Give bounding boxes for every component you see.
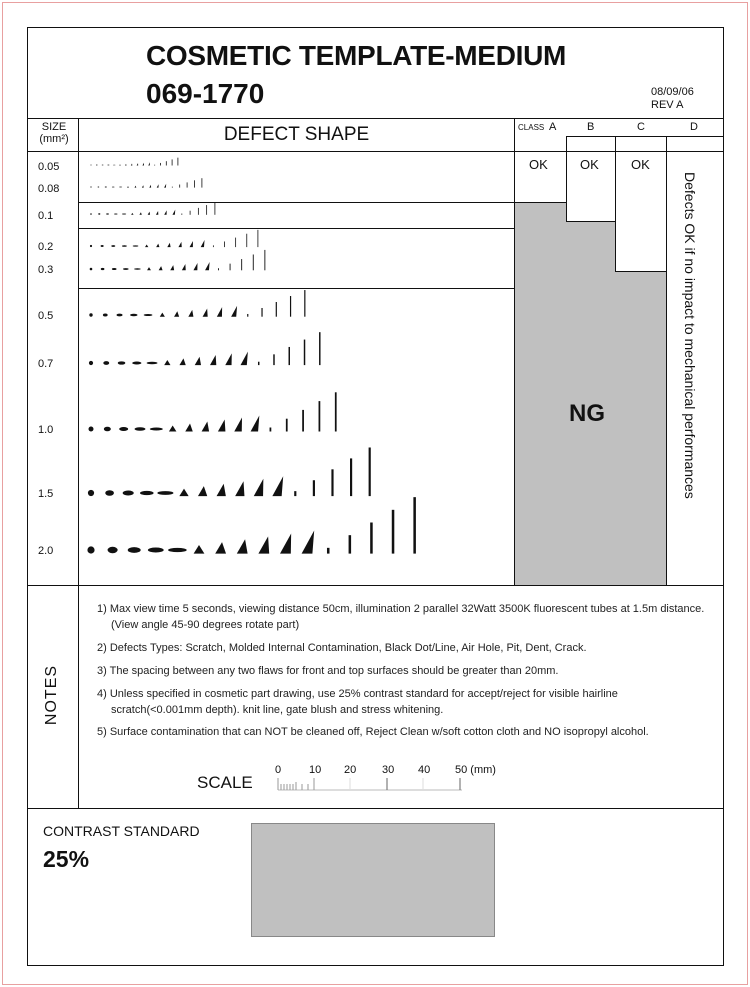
defect-mark xyxy=(258,362,259,365)
defect-mark xyxy=(114,213,118,214)
defect-mark xyxy=(246,234,247,247)
defect-mark xyxy=(241,352,248,365)
defect-mark xyxy=(128,547,141,553)
class-d-note: Defects OK if no impact to mechanical performances xyxy=(682,172,698,499)
defect-mark xyxy=(90,186,91,187)
defect-mark xyxy=(105,490,114,496)
defect-mark xyxy=(116,314,122,317)
defect-mark xyxy=(125,164,127,166)
defect-mark xyxy=(187,182,188,187)
defect-mark xyxy=(264,250,265,270)
note-item xyxy=(97,640,707,656)
defect-mark xyxy=(172,210,175,215)
scale-ruler xyxy=(270,776,470,792)
defect-mark xyxy=(89,427,94,432)
defect-mark xyxy=(217,307,222,317)
defect-mark xyxy=(89,313,92,316)
defect-mark xyxy=(218,268,219,270)
defect-mark xyxy=(254,479,264,496)
defect-mark xyxy=(286,419,288,432)
size-label: 0.08 xyxy=(38,183,60,195)
defect-mark xyxy=(122,245,127,247)
defect-mark xyxy=(193,263,197,270)
note-text: 1) Max view time 5 seconds, viewing distance 50cm, illumination 2 parallel 32Watt 3500K fluorescent tubes at 1.5m distance. (View angle 45-90 degrees rotate part) xyxy=(97,603,705,631)
defect-mark xyxy=(235,238,236,248)
defect-mark xyxy=(167,243,170,247)
defect-mark xyxy=(350,458,352,496)
class-label: CLASS xyxy=(518,123,545,132)
defect-mark xyxy=(101,245,104,247)
defect-mark xyxy=(139,212,141,215)
defect-mark xyxy=(280,533,291,553)
defect-mark xyxy=(181,214,182,215)
defect-mark xyxy=(190,241,193,247)
defect-mark xyxy=(130,314,137,316)
defect-mark xyxy=(98,213,100,214)
defect-mark xyxy=(131,164,133,166)
defect-mark xyxy=(157,491,173,495)
defect-mark xyxy=(90,213,92,215)
scale-tick: 20 xyxy=(344,764,357,776)
defect-mark xyxy=(105,187,107,188)
defect-mark xyxy=(106,213,109,214)
size-label: 0.7 xyxy=(38,358,54,370)
defect-mark xyxy=(202,422,210,432)
defect-mark xyxy=(335,392,337,431)
defect-mark xyxy=(119,427,128,431)
defect-mark xyxy=(96,165,97,166)
contrast-value: 25% xyxy=(43,846,90,872)
defect-mark xyxy=(122,214,126,215)
contrast-swatch xyxy=(251,823,495,937)
defect-mark xyxy=(172,187,173,188)
note-text: 5) Surface contamination that can NOT be cleaned off, Reject Clean w/soft cotton cloth and NO isopropyl alcohol. xyxy=(97,726,649,738)
defect-mark xyxy=(258,536,269,553)
defect-mark xyxy=(149,185,151,188)
defect-mark xyxy=(198,486,207,496)
defect-mark xyxy=(253,254,254,270)
defect-mark xyxy=(170,265,174,270)
defect-mark xyxy=(156,244,159,248)
size-label: 0.5 xyxy=(38,310,54,322)
defect-mark xyxy=(234,418,242,432)
size-label: 0.3 xyxy=(38,264,54,276)
defect-mark xyxy=(302,531,315,554)
defect-mark xyxy=(164,184,166,188)
defect-mark xyxy=(210,355,216,365)
part-number: 069-1770 xyxy=(146,78,265,109)
defect-mark xyxy=(123,491,134,496)
defect-mark xyxy=(148,212,150,215)
defect-mark xyxy=(225,353,232,365)
size-unit: (mm²) xyxy=(39,133,69,145)
defect-mark xyxy=(188,310,193,317)
defect-mark xyxy=(87,546,94,553)
notes-label-text: NOTES xyxy=(43,664,60,726)
defect-mark xyxy=(179,185,180,188)
defect-mark xyxy=(134,268,141,270)
defect-mark xyxy=(276,302,277,317)
defect-mark xyxy=(261,308,262,317)
defect-mark xyxy=(148,547,164,552)
scale-tick: 30 xyxy=(382,764,395,776)
defect-mark xyxy=(108,547,118,553)
size-label: 0.05 xyxy=(38,161,60,173)
defect-mark xyxy=(91,165,92,166)
defect-mark xyxy=(182,264,186,270)
defect-mark xyxy=(103,313,108,316)
size-label: 2.0 xyxy=(38,545,54,557)
scale-tick: 40 xyxy=(418,764,431,776)
defect-mark xyxy=(251,416,260,432)
document-title: COSMETIC TEMPLATE-MEDIUM xyxy=(146,40,567,71)
defect-mark xyxy=(215,202,216,215)
defect-mark xyxy=(154,165,155,166)
defect-mark xyxy=(160,313,165,317)
defect-mark xyxy=(88,490,94,496)
defect-mark xyxy=(218,420,226,432)
defect-mark xyxy=(135,427,146,431)
defect-mark xyxy=(147,362,158,365)
defect-mark xyxy=(230,264,231,271)
defect-mark xyxy=(169,426,177,432)
defect-mark xyxy=(241,259,242,270)
defect-mark xyxy=(194,545,205,554)
class-b-header: B xyxy=(587,121,595,133)
defect-mark xyxy=(190,211,191,215)
defect-mark xyxy=(89,361,93,365)
defect-mark xyxy=(178,158,179,166)
defect-mark xyxy=(235,481,244,496)
defect-mark xyxy=(302,410,304,432)
defect-mark xyxy=(213,245,214,247)
ng-label: NG xyxy=(569,400,605,427)
size-label: 1.5 xyxy=(38,488,54,500)
defect-mark xyxy=(319,401,321,431)
defect-mark xyxy=(98,186,100,187)
note-text: 3) The spacing between any two flaws for front and top surfaces should be greater than 20mm. xyxy=(97,665,559,677)
defect-mark xyxy=(273,354,274,365)
defect-mark xyxy=(179,489,188,496)
defect-mark xyxy=(224,241,225,247)
defect-mark xyxy=(148,162,150,165)
defect-mark xyxy=(349,535,352,553)
defect-mark xyxy=(206,205,207,215)
defect-mark xyxy=(231,306,237,317)
scale-tick: 0 xyxy=(275,764,282,776)
revision: REV A xyxy=(651,99,684,111)
defect-mark xyxy=(90,245,92,247)
defect-mark xyxy=(103,361,109,365)
defect-mark xyxy=(392,510,395,554)
defect-mark xyxy=(111,245,115,247)
note-item xyxy=(97,601,707,633)
defect-mark xyxy=(313,480,315,496)
defect-mark xyxy=(304,340,305,366)
defect-mark xyxy=(137,163,139,165)
class-d-header: D xyxy=(690,121,698,133)
defect-mark xyxy=(157,184,159,187)
defect-mark xyxy=(195,357,201,365)
size-label: 1.0 xyxy=(38,424,54,436)
defect-mark xyxy=(203,309,208,317)
note-item xyxy=(97,663,707,679)
defect-mark xyxy=(142,163,144,166)
defect-mark xyxy=(164,360,170,365)
defect-mark xyxy=(172,159,173,165)
defect-mark xyxy=(168,548,187,552)
defect-mark xyxy=(215,542,226,554)
size-label: 0.1 xyxy=(38,210,54,222)
defect-mark xyxy=(304,290,305,317)
scale-tick: 50 (mm) xyxy=(455,764,496,776)
class-c-header: C xyxy=(637,121,645,133)
defect-mark xyxy=(147,267,151,270)
size-label: 0.2 xyxy=(38,241,54,253)
size-header-label: SIZE xyxy=(41,121,67,133)
defect-mark xyxy=(131,213,133,215)
defect-mark xyxy=(145,244,148,247)
defect-mark xyxy=(247,314,248,317)
defect-mark xyxy=(237,539,248,553)
note-text: 2) Defects Types: Scratch, Molded Internal Contamination, Black Dot/Line, Air Hole, Pit, Dent, Crack. xyxy=(97,642,587,654)
defect-mark xyxy=(294,491,296,496)
defect-shape-header: DEFECT SHAPE xyxy=(223,124,370,145)
date: 08/09/06 xyxy=(651,86,694,98)
defect-mark xyxy=(159,266,163,270)
defect-mark xyxy=(113,165,116,166)
note-text: 4) Unless specified in cosmetic part drawing, use 25% contrast standard for accept/reject for visible hairline scratch(<0.001mm depth). knit line, gate blush and stress whitening. xyxy=(97,688,618,716)
defect-mark xyxy=(194,180,195,187)
defect-mark xyxy=(217,484,226,496)
defect-mark xyxy=(144,314,153,316)
defect-mark xyxy=(102,165,104,166)
defect-mark xyxy=(119,187,122,188)
defect-mark xyxy=(198,208,199,215)
defect-mark xyxy=(133,245,139,246)
defect-mark xyxy=(289,347,290,365)
defect-mark xyxy=(258,230,259,247)
defect-mark xyxy=(123,268,129,270)
defect-mark xyxy=(178,242,181,247)
defect-mark xyxy=(156,211,158,215)
defect-mark xyxy=(290,296,291,317)
defect-mark xyxy=(202,178,203,187)
defect-mark xyxy=(160,163,161,166)
defect-mark xyxy=(179,358,185,365)
defect-mark xyxy=(164,210,166,214)
class-a-header: A xyxy=(549,121,557,133)
defect-mark xyxy=(101,268,105,270)
defect-mark xyxy=(174,311,179,316)
note-item xyxy=(97,724,707,740)
class-c-ok: OK xyxy=(631,157,650,172)
defect-mark xyxy=(142,185,144,187)
class-b-ok: OK xyxy=(580,157,599,172)
defect-mark xyxy=(201,240,205,247)
defect-mark xyxy=(119,164,121,165)
defect-mark xyxy=(118,361,126,364)
defect-mark xyxy=(127,186,129,187)
defect-mark xyxy=(370,522,373,553)
defect-mark xyxy=(90,268,93,271)
note-item xyxy=(97,686,707,718)
defect-mark xyxy=(107,165,109,166)
defect-mark xyxy=(270,428,272,432)
defect-mark xyxy=(319,332,320,365)
defect-mark xyxy=(150,428,163,431)
defect-mark xyxy=(132,362,141,365)
defect-mark xyxy=(135,186,137,188)
defect-mark xyxy=(112,268,117,270)
defect-mark xyxy=(413,497,416,553)
defect-mark xyxy=(272,476,283,496)
defect-mark xyxy=(112,187,115,188)
defect-mark xyxy=(369,447,371,496)
class-a-ok: OK xyxy=(529,157,548,172)
defect-mark xyxy=(185,424,193,432)
notes-label xyxy=(34,655,70,735)
defect-mark xyxy=(166,161,167,165)
defect-mark xyxy=(327,548,330,554)
scale-tick: 10 xyxy=(309,764,322,776)
defect-mark xyxy=(205,262,210,270)
scale-label: SCALE xyxy=(197,773,253,792)
defect-mark xyxy=(331,469,333,496)
defect-mark xyxy=(140,491,154,495)
defect-mark xyxy=(104,427,111,432)
contrast-standard-label: CONTRAST STANDARD xyxy=(43,823,200,839)
